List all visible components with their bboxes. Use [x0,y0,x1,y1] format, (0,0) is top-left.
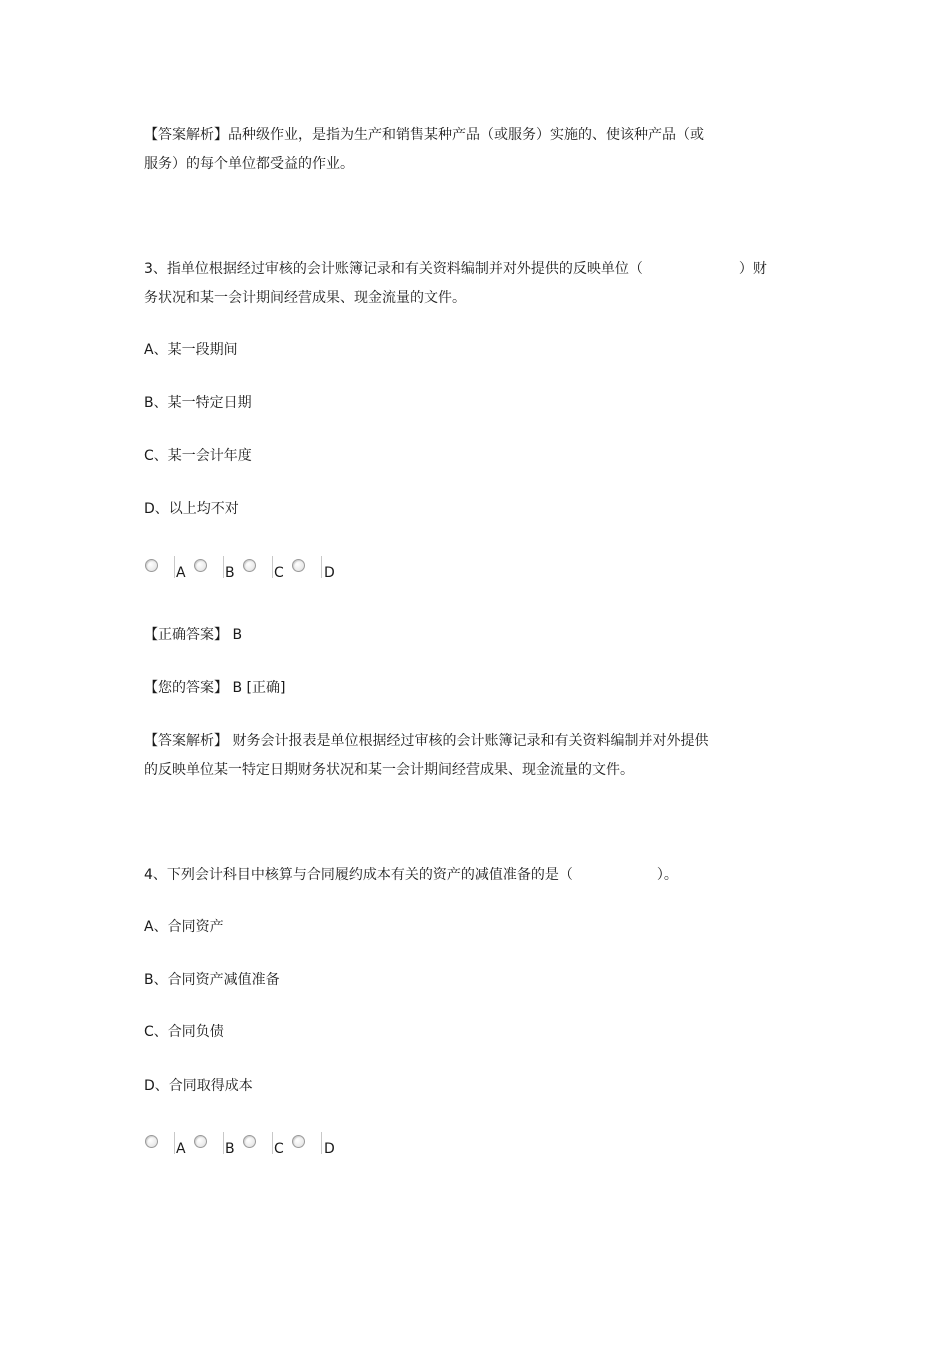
q2-analysis-line2: 服务）的每个单位都受益的作业。 [144,156,354,172]
q4-stem-line1 [144,865,678,885]
q3-radio-label-b: B [225,565,235,581]
q3-radio-b[interactable] [194,559,207,572]
q4-radio-c[interactable] [243,1135,256,1148]
q3-option-d: D、以上均不对 [144,501,239,517]
q4-radio-label-a: A [176,1141,186,1157]
q4-radio-label-b: B [225,1141,235,1157]
q3-radio-d[interactable] [292,559,305,572]
divider [223,1132,224,1154]
q4-radio-label-d: D [324,1141,335,1157]
q3-radio-a[interactable] [145,559,158,572]
q4-radio-d[interactable] [292,1135,305,1148]
q3-radio-group [144,556,364,582]
q4-option-b: B、合同资产减值准备 [144,972,280,988]
divider [321,556,322,578]
q3-analysis-line2: 的反映单位某一特定日期财务状况和某一会计期间经营成果、现金流量的文件。 [144,762,634,778]
divider [321,1132,322,1154]
q4-radio-label-c: C [274,1141,284,1157]
divider [223,556,224,578]
q4-option-a: A、合同资产 [144,919,224,935]
q3-stem-part2: ）财 [738,261,767,277]
divider [174,1132,175,1154]
divider [272,556,273,578]
q3-radio-c[interactable] [243,559,256,572]
q4-stem-part1: 4、下列会计科目中核算与合同履约成本有关的资产的减值准备的是（ [144,867,573,883]
divider [272,1132,273,1154]
q3-stem-line1 [144,259,767,279]
q2-analysis-line1: 【答案解析】品种级作业，是指为生产和销售某种产品（或服务）实施的、使该种产品（或 [144,127,704,143]
q3-analysis-line1: 【答案解析】 财务会计报表是单位根据经过审核的会计账簿记录和有关资料编制并对外提供 [144,733,709,749]
q3-option-a: A、某一段期间 [144,342,238,358]
q3-radio-label-a: A [176,565,186,581]
q4-stem-part2: ）。 [656,867,678,883]
q3-option-b: B、某一特定日期 [144,395,252,411]
q4-radio-a[interactable] [145,1135,158,1148]
q3-stem-line2: 务状况和某一会计期间经营成果、现金流量的文件。 [144,290,466,306]
q4-option-d: D、合同取得成本 [144,1078,253,1094]
q3-stem-part1: 3、指单位根据经过审核的会计账簿记录和有关资料编制并对外提供的反映单位（ [144,261,643,277]
divider [174,556,175,578]
q4-radio-b[interactable] [194,1135,207,1148]
q4-option-c: C、合同负债 [144,1024,224,1040]
q3-correct-answer: 【正确答案】 B [144,627,243,643]
q3-option-c: C、某一会计年度 [144,448,252,464]
q4-radio-group [144,1132,364,1158]
q3-radio-label-c: C [274,565,284,581]
q3-radio-label-d: D [324,565,335,581]
q3-your-answer: 【您的答案】 B [正确] [144,680,286,696]
